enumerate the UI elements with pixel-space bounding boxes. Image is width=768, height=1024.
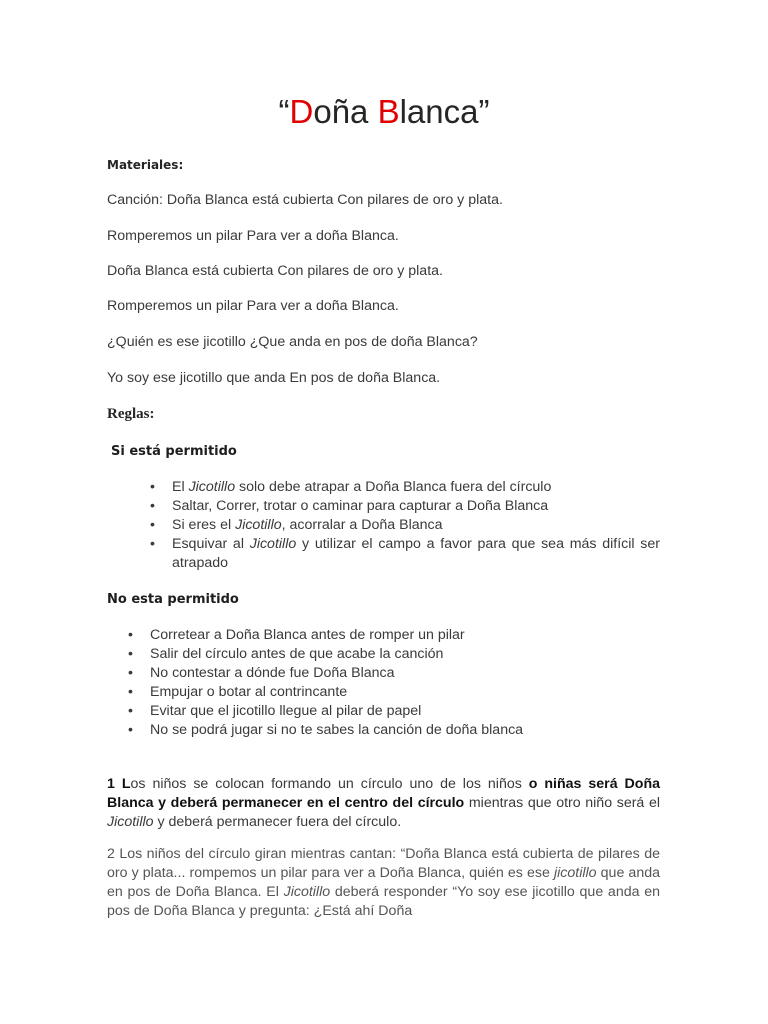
- title-red-letter-b: B: [377, 93, 400, 130]
- lyric-line: ¿Quién es ese jicotillo ¿Que anda en pos de doña Blanca?: [107, 334, 478, 350]
- lyric-line: Canción: Doña Blanca está cubierta Con pilares de oro y plata.: [107, 192, 503, 208]
- bullet-icon: •: [128, 646, 133, 662]
- title-quote-open: “: [278, 93, 290, 130]
- bullet-icon: •: [128, 665, 133, 681]
- list-item: • Esquivar al Jicotillo y utilizar el campo a favor para que sea más difícil ser atrapado: [150, 536, 660, 571]
- bullet-icon: •: [128, 627, 133, 643]
- list-item: • Salir del círculo antes de que acabe la canción: [128, 646, 444, 662]
- title-part-2: lanca: [399, 93, 479, 130]
- step-2-paragraph: 2 Los niños del círculo giran mientras cantan: “Doña Blanca está cubierta de pilares de oro y plata... rompemos un pilar para ver a Doña Blanca, quién es ese jicotillo que anda en pos de Doña Blanca. El Jicotillo deberá responder “Yo soy ese jicotillo que anda en pos de Doña Blanca y pregunta: ¿Está ahí Doña: [107, 846, 660, 919]
- list-item: • El Jicotillo solo debe atrapar a Doña Blanca fuera del círculo: [150, 479, 552, 495]
- reglas-label: Reglas:: [107, 406, 155, 422]
- lyric-line: Doña Blanca está cubierta Con pilares de oro y plata.: [107, 263, 443, 279]
- lyric-line: Yo soy ese jicotillo que anda En pos de doña Blanca.: [107, 370, 441, 386]
- bullet-icon: •: [128, 703, 133, 719]
- list-item: • Empujar o botar al contrincante: [128, 684, 348, 700]
- permitido-heading: Si está permitido: [111, 444, 237, 459]
- no-permitido-heading: No esta permitido: [107, 592, 239, 607]
- bullet-icon: •: [128, 684, 133, 700]
- list-item: • Si eres el Jicotillo, acorralar a Doña Blanca: [150, 517, 443, 533]
- bullet-icon: •: [150, 517, 155, 533]
- list-item: • Evitar que el jicotillo llegue al pilar de papel: [128, 703, 422, 719]
- materiales-label: Materiales:: [107, 158, 184, 172]
- lyric-line: Romperemos un pilar Para ver a doña Blanca.: [107, 298, 399, 314]
- list-item: • No contestar a dónde fue Doña Blanca: [128, 665, 395, 681]
- document-title: [0, 90, 768, 134]
- title-part-1: oña: [313, 93, 378, 130]
- title-quote-close: ”: [478, 93, 490, 130]
- bullet-icon: •: [150, 498, 155, 514]
- bullet-icon: •: [150, 479, 155, 495]
- step-1-paragraph: 1 Los niños se colocan formando un círculo uno de los niños o niñas será Doña Blanca y deberá permanecer en el centro del círculo mientras que otro niño será el Jicotillo y deberá permanecer fuera del círculo.: [107, 776, 660, 830]
- bullet-icon: •: [128, 722, 133, 738]
- permitido-list: [150, 478, 660, 573]
- no-permitido-list: [128, 626, 660, 740]
- list-item: • Saltar, Correr, trotar o caminar para capturar a Doña Blanca: [150, 498, 549, 514]
- list-item: • No se podrá jugar si no te sabes la canción de doña blanca: [128, 722, 524, 738]
- lyric-line: Romperemos un pilar Para ver a doña Blanca.: [107, 228, 399, 244]
- title-red-letter-d: D: [289, 93, 314, 130]
- list-item: • Corretear a Doña Blanca antes de romper un pilar: [128, 627, 465, 643]
- bullet-icon: •: [150, 536, 155, 552]
